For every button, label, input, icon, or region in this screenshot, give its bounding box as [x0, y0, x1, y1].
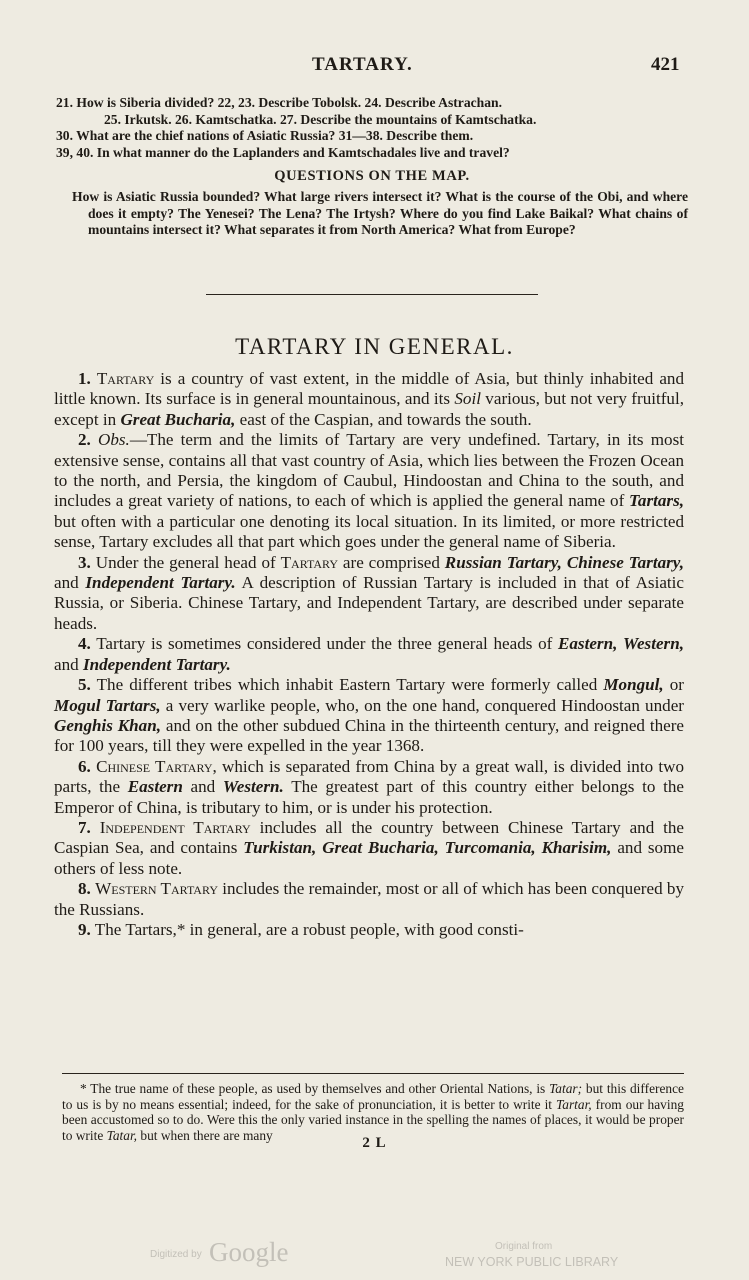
paragraph-1: 1. Tartary is a country of vast extent, in the middle of Asia, but thinly inhabited and little known. Its surface is in general mountainous, and its Soil various, but not very fruitful, except in Great Bucharia, east of the Caspian, and towards the south. [54, 369, 684, 429]
question-line: 39, 40. In what manner do the Laplanders and Kamtschadales live and travel? [56, 144, 510, 160]
body-text [54, 369, 684, 940]
paragraph-8: 8. Western Tartary includes the remainder, most or all of which has been conquered by the Russians. [54, 879, 684, 919]
watermark-library: NEW YORK PUBLIC LIBRARY [445, 1255, 619, 1269]
paragraph-4: 4. Tartary is sometimes considered under the three general heads of Eastern, Western, and Independent Tartary. [54, 634, 684, 674]
paragraph-7: 7. Independent Tartary includes all the country between Chinese Tartary and the Caspian Sea, and contains Turkistan, Great Bucharia, Turcomania, Kharisim, and some others of less note. [54, 817, 684, 878]
running-head [0, 54, 749, 82]
signature-mark: 2 L [362, 1135, 387, 1151]
question-line: 30. What are the chief nations of Asiatic Russia? 31—38. Describe them. [56, 128, 474, 144]
footnote-divider [62, 1073, 684, 1074]
question-line: 21. How is Siberia divided? 22, 23. Describe Tobolsk. 24. Describe Astrachan. [56, 95, 502, 110]
paragraph-2: 2. Obs.—The term and the limits of Tartary are very undefined. Tartary, in its most extensive sense, contains all that vast country of Asia, which lies between the Frozen Ocean to the north, and Persia, the kingdom of Caubul, Hindoostan and China to the south, and includes a great variety of nations, to each of which is applied the general name of Tartars, but often with a particular one denoting its local situation. In its limited, or more restricted sense, Tartary excludes all that part which goes under the general name of Siberia. [54, 430, 684, 552]
section-divider [206, 294, 538, 295]
section-title: TARTARY IN GENERAL. [235, 334, 514, 359]
map-questions-heading: QUESTIONS ON THE MAP. [274, 168, 470, 185]
paragraph-3: 3. Under the general head of Tartary are comprised Russian Tartary, Chinese Tartary, and Independent Tartary. A description of Russian Tartary is included in that of Asiatic Russia, or Siberia. Chinese Tartary, and Independent Tartary, are described under separate heads. [54, 552, 684, 633]
question-line: 25. Irkutsk. 26. Kamtschatka. 27. Describe the mountains of Kamtschatka. [104, 111, 537, 127]
paragraph-9: 9. The Tartars,* in general, are a robust people, with good consti- [78, 919, 524, 939]
footnote-text: * The true name of these people, as used by themselves and other Oriental Nations, is Tatar; but this difference to us is by no means essential; indeed, for the sake of pronunciation, it is better to write it Tartar, from our having been accustomed so to do. Were this the only varied instance in the spelling the names of places, it would be proper to write Tatar, but when there are many [62, 1081, 684, 1143]
page-number: 421 [651, 54, 680, 75]
watermark-original: Original from [495, 1241, 553, 1252]
watermark-digitized: Digitized by [150, 1249, 202, 1260]
running-title: TARTARY. [312, 54, 413, 75]
google-watermark-logo: Google [209, 1237, 289, 1267]
paragraph-5: 5. The different tribes which inhabit Eastern Tartary were formerly called Mongul, or Mogul Tartars, a very warlike people, who, on the one hand, conquered Hindoostan under Genghis Khan, and on the other subdued China in the thirteenth century, and reigned there for 100 years, till they were expelled in the year 1368. [54, 675, 685, 756]
review-questions [56, 95, 688, 239]
map-questions-text: How is Asiatic Russia bounded? What large rivers intersect it? What is the course of the Obi, and where does it empty? The Yenesei? The Lena? The Irtysh? Where do you find Lake Baikal? What chains of mountains intersect it? What separates it from North America? What from Europe? [72, 188, 688, 238]
paragraph-6: 6. Chinese Tartary, which is separated from China by a great wall, is divided into two parts, the Eastern and Western. The greatest part of this country either belongs to the Emperor of China, is tributary to him, or is under his protection. [54, 756, 684, 817]
